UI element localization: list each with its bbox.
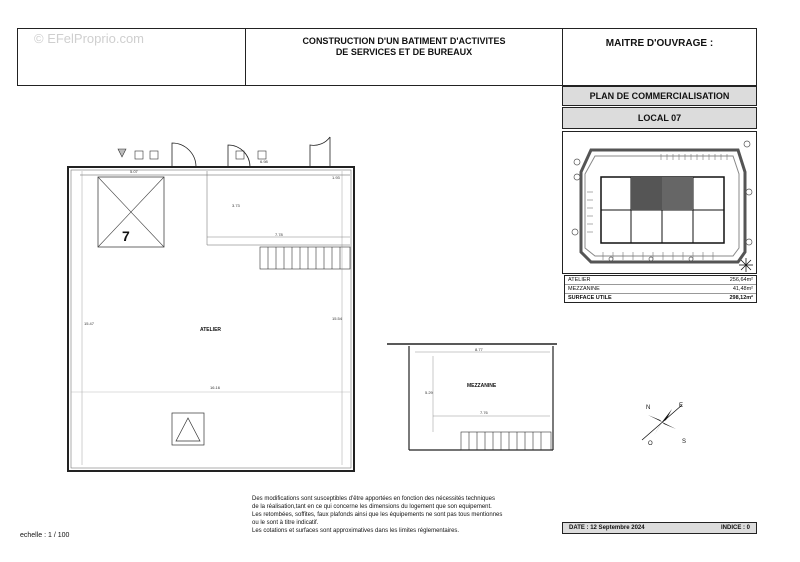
dim-bottom-w: 16.16 [210,385,221,390]
watermark: © EFelProprio.com [34,31,144,46]
note-line: de la réalisation,tant en ce qui concerne les dimensions du logement que son equipement. [252,504,492,510]
local-title-box [562,107,757,129]
dim-mezz-top: 8.77 [475,347,483,352]
dim-inner-w: 7.78 [275,232,283,237]
site-plan-thumbnail [562,131,757,274]
area-row: ATELIER 256,64m² [565,276,756,285]
note-line: Des modifications sont susceptibles d'être apportées en fonction des nécessités techniques [252,496,495,502]
dim-top-mid: 6.98 [260,159,268,164]
owner-label: MAITRE D'OUVRAGE : [605,38,714,49]
project-title-line1: CONSTRUCTION D'UN BATIMENT D'ACTIVITES [302,36,506,46]
highlighted-local [631,177,662,210]
dim-top-left: 5.07 [130,169,138,174]
header-project-cell [245,28,563,86]
dim-top-right: 1.93 [332,175,340,180]
site-plan-drawing [563,132,756,273]
disclaimer-notes [252,495,552,535]
dim-right-h: 15.54 [332,316,343,321]
lot-number: 7 [122,228,130,244]
dim-mezz-h: 5.29 [425,390,433,395]
project-title-line2: DE SERVICES ET DE BUREAUX [335,47,473,57]
date-label: DATE : 12 Septembre 2024 [569,525,645,531]
mezzanine-plan [385,332,560,457]
skylight-icon [172,413,204,445]
mezzanine-stair-icon [461,432,551,450]
header-owner-cell [562,28,757,86]
compass-o: O [648,441,653,447]
compass-e: E [679,403,684,409]
scale-label: echelle : 1 / 100 [20,532,70,539]
date-index-box [562,522,757,534]
compass-rose-icon [632,395,692,450]
header-left-cell [17,28,246,86]
index-label: INDICE : 0 [720,525,750,531]
atelier-label: ATELIER [200,327,222,333]
dim-left-h: 15.47 [84,321,95,326]
dim-mezz-w: 7.76 [480,410,488,415]
note-line: ou le sont à titre indicatif. [252,520,319,526]
compass-n: N [646,405,651,411]
note-line: Les cotations et surfaces sont approximatives dans les limites réglementaires. [252,528,460,534]
local-title: LOCAL 07 [637,113,682,123]
north-arrow-icon [739,258,753,272]
areas-table [564,275,757,303]
floor-plan [60,135,370,480]
mezzanine-label: MEZZANINE [467,383,497,389]
plan-title-box [562,86,757,106]
door-icons [172,137,330,167]
stair-icon [260,247,350,269]
note-line: Les retombées, soffites, faux plafonds ainsi que les équipements ne sont pas tous mentionnes [252,512,503,518]
compass-s: S [682,439,687,445]
dim-inner-h: 3.73 [232,203,240,208]
area-row-total: SURFACE UTILE 298,12m² [568,295,753,301]
area-row: MEZZANINE 41,48m² [565,285,756,294]
plan-title: PLAN DE COMMERCIALISATION [589,91,730,101]
